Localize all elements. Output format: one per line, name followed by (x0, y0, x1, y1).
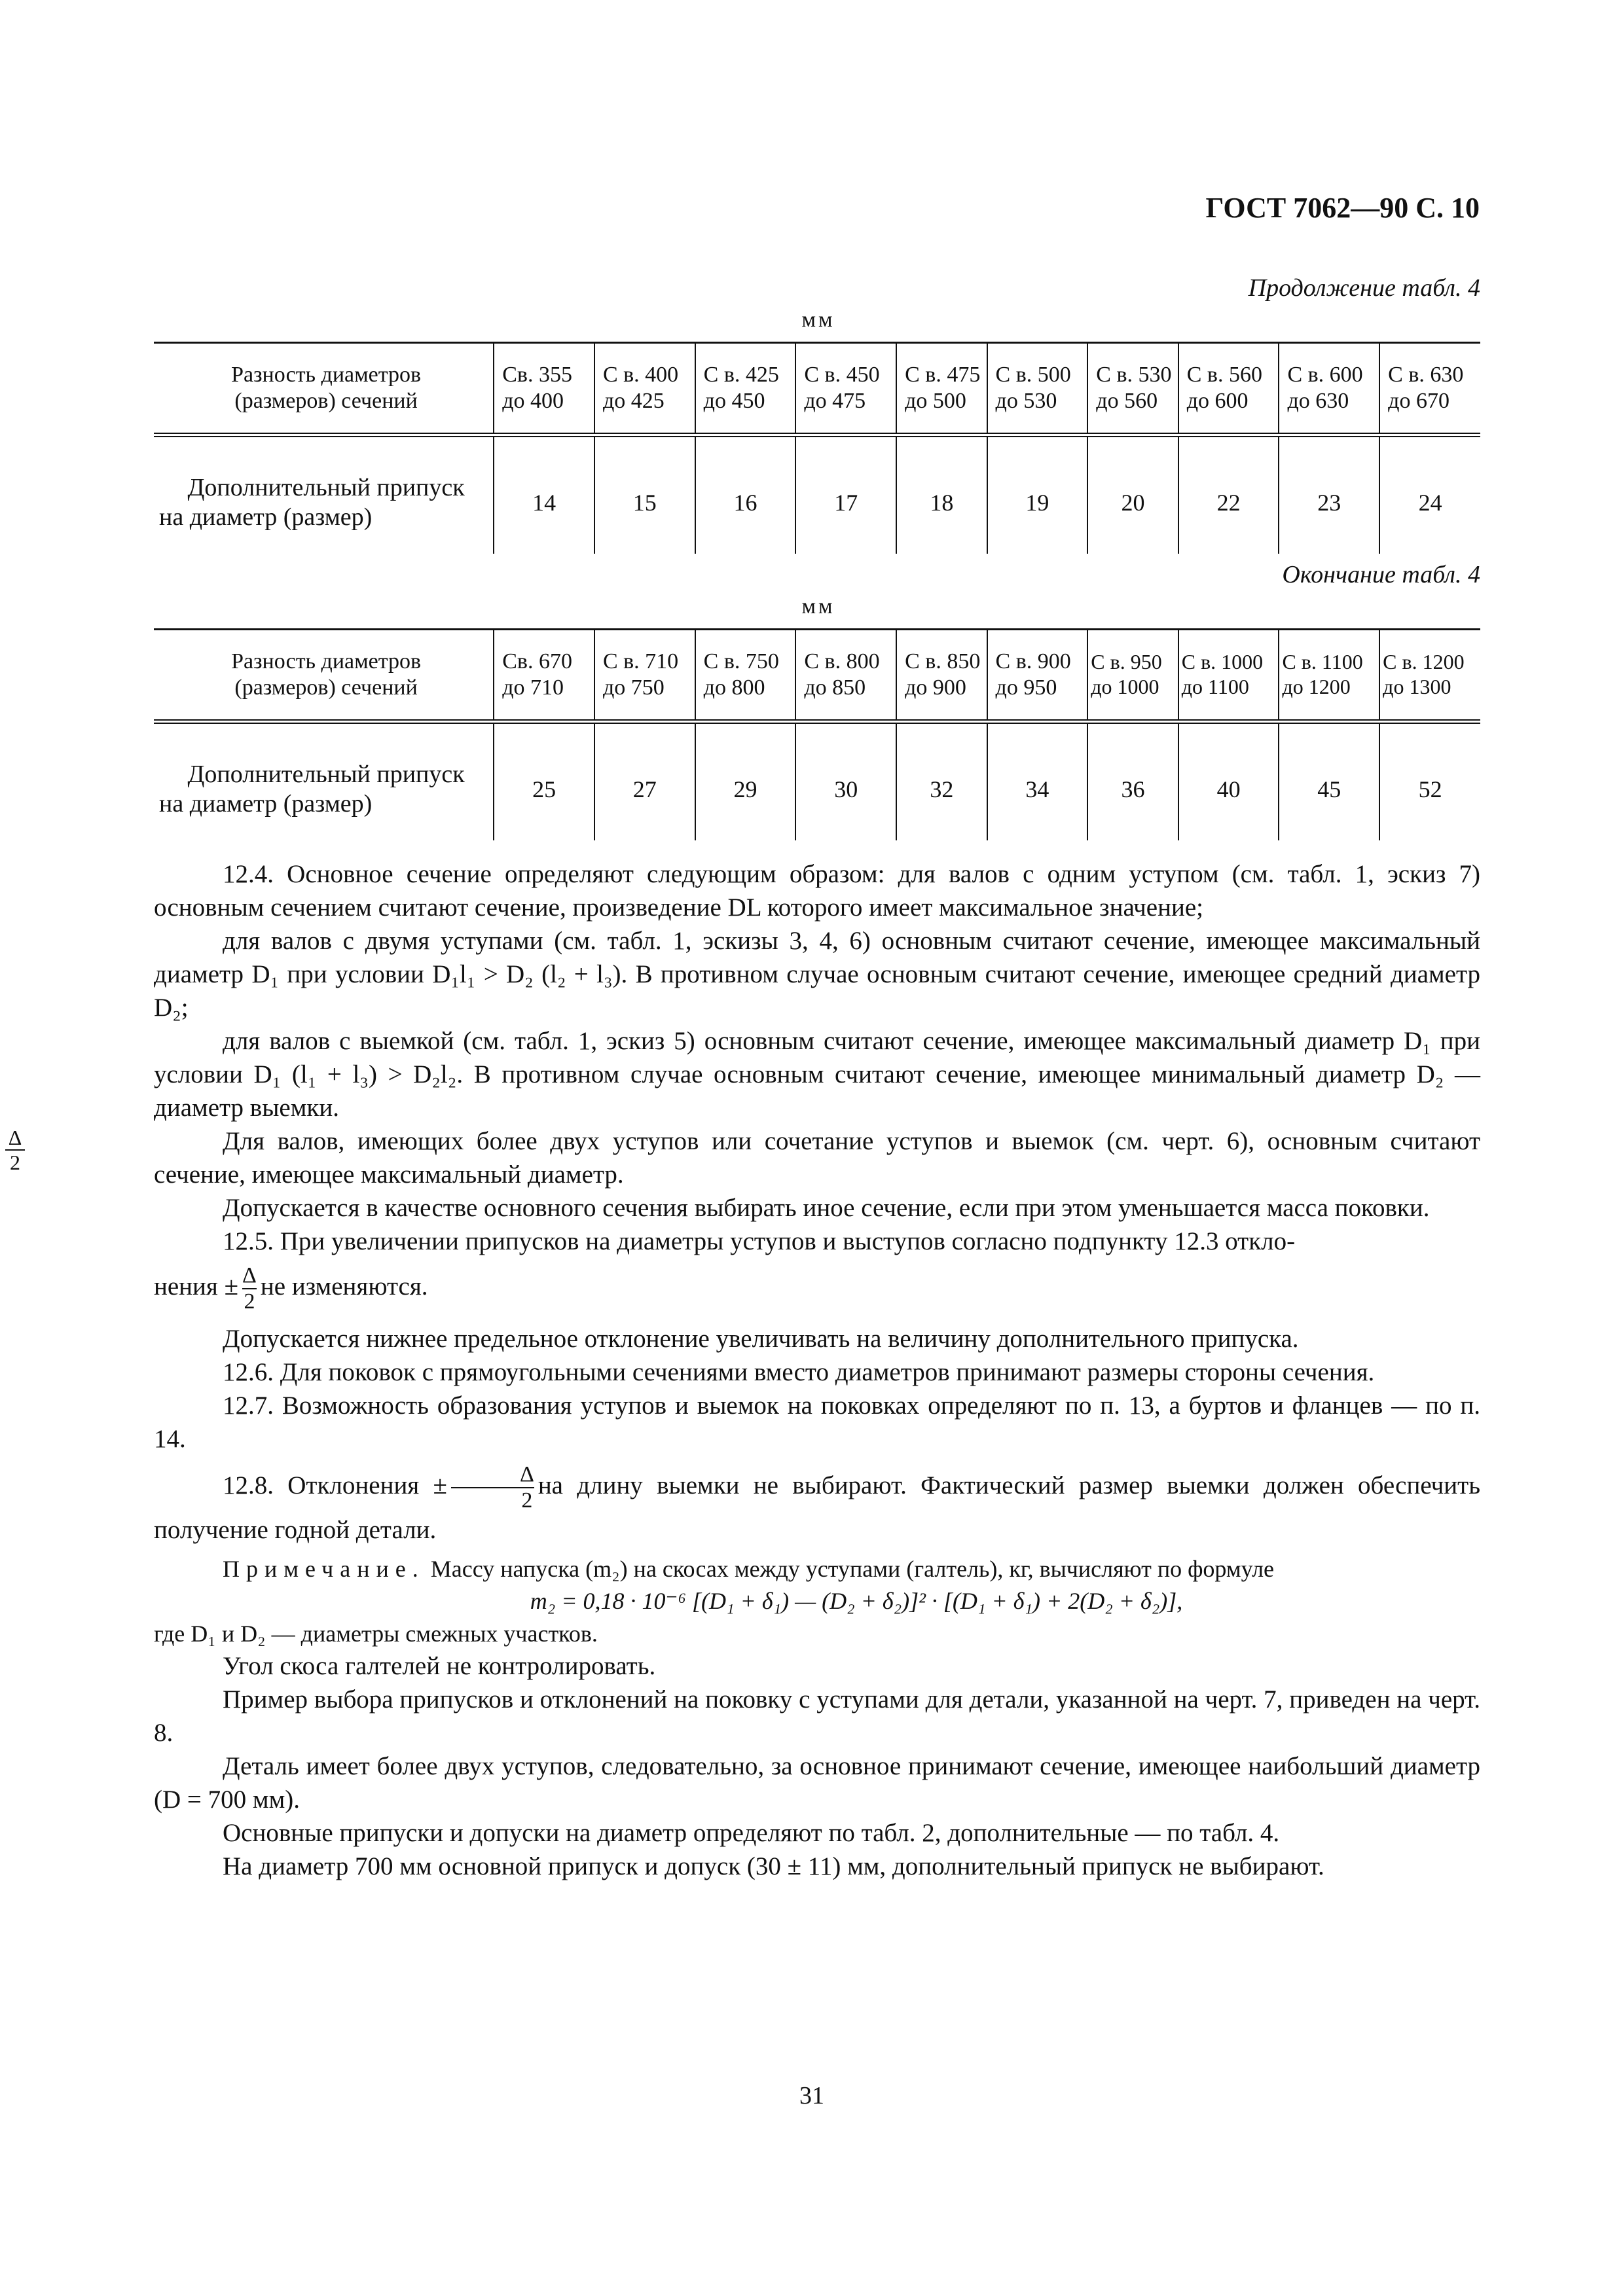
paragraph-detail: Деталь имеет более двух уступов, следовательно, за основное принимают сечение, имеющее наибольший диаметр (D = 700 мм). (154, 1752, 1480, 1814)
table-range-cell: С в. 450 до 475 (795, 343, 896, 435)
delta-half-fraction: $\frac{\Delta}{2}$ (451, 1462, 534, 1513)
table-range-cell: С в. 750 до 800 (695, 630, 796, 722)
table-range-cell: С в. 425 до 450 (695, 343, 796, 435)
table-range-cell: С в. 600 до 630 (1279, 343, 1379, 435)
table-range-cell: С в. 560 до 600 (1178, 343, 1279, 435)
paragraph-example: Пример выбора припусков и отклонений на поковку с уступами для детали, указанной на черт. 7, приведен на черт. 8. (154, 1685, 1480, 1747)
paragraph-allowances: Основные припуски и допуски на диаметр определяют по табл. 2, дополнительные — по табл. 4. (223, 1819, 1280, 1847)
table-value-cell: 23 (1279, 435, 1379, 554)
table-value-cell: 16 (695, 435, 796, 554)
table-row-label: Дополнительный припуск на диаметр (размер) (159, 474, 465, 531)
paragraph-12-6: 12.6. Для поковок с прямоугольными сечениями вместо диаметров принимают размеры стороны сечения. (223, 1358, 1375, 1386)
table-value-cell: 29 (695, 722, 796, 841)
paragraph-diameter-700: На диаметр 700 мм основной припуск и допуск (30 ± 11) мм, дополнительный припуск не выбирают. (223, 1852, 1324, 1880)
table-value-cell: 18 (896, 435, 987, 554)
page-number: 31 (799, 2082, 824, 2109)
table-value-cell: 14 (494, 435, 594, 554)
paragraph-alt-section: Допускается в качестве основного сечения выбирать иное сечение, если при этом уменьшается масса поковки. (223, 1194, 1430, 1222)
table-range-cell: С в. 1000 до 1100 (1178, 630, 1279, 722)
table-value-cell: 32 (896, 722, 987, 841)
table-value-cell: 19 (987, 435, 1088, 554)
table-value-cell: 25 (494, 722, 594, 841)
paragraph-12-8: 12.8. Отклонения ± $\frac{\Delta}{2}$ на длину выемки не выбирают. Фактический размер выемки должен обеспечить получение годной детали. (154, 1462, 1480, 1544)
paragraph-multi-steps: Для валов, имеющих более двух уступов или сочетание уступов и выемок (см. черт. 6), основным считают сечение, имеющее максимальный диаметр. (154, 1127, 1480, 1189)
paragraph-12-5: 12.5. При увеличении припусков на диаметры уступов и выступов согласно подпункту 12.3 откло- (223, 1227, 1296, 1255)
table-continuation-label: Продолжение табл. 4 (1248, 274, 1480, 302)
table-value-cell: 24 (1379, 435, 1480, 554)
table-value-cell: 45 (1279, 722, 1379, 841)
table-range-cell: С в. 475 до 500 (896, 343, 987, 435)
table-value-cell: 22 (1178, 435, 1279, 554)
table-range-cell: С в. 500 до 530 (987, 343, 1088, 435)
note-paragraph: Примечание. Массу напуска (m₂) на скосах между уступами (галтель), кг, вычисляют по формуле (223, 1556, 1275, 1582)
margin-delta-mark: Δ 2 (5, 1126, 25, 1174)
table-range-cell: С в. 710 до 750 (594, 630, 695, 722)
paragraph-recess: для валов с выемкой (см. табл. 1, эскиз 5) основным считают сечение, имеющее максимальный диаметр D₁ при условии D₁ (l₁ + l₃) > D₂l₂. В противном случае основным считают сечение, имеющее минимальный диаметр D₂ — диаметр выемки. (154, 1027, 1480, 1122)
formula-legend: где D₁ и D₂ — диаметры смежных участков. (154, 1621, 598, 1647)
table-value-cell: 34 (987, 722, 1088, 841)
table-ending-label: Окончание табл. 4 (1282, 561, 1480, 588)
fillet-mass-formula: m₂ = 0,18 · 10⁻⁶ [(D₁ + δ₁) — (D₂ + δ₂)]² · [(D₁ + δ₁) + 2(D₂ + δ₂)], (530, 1588, 1183, 1614)
paragraph-12-7: 12.7. Возможность образования уступов и выемок на поковках определяют по п. 13, а буртов и фланцев — по п. 14. (154, 1391, 1480, 1453)
table-4-part-2 (154, 628, 1480, 840)
table-value-cell: 30 (795, 722, 896, 841)
table-range-cell: Св. 670 до 710 (494, 630, 594, 722)
table-4-part-1 (154, 342, 1480, 554)
table-range-cell: С в. 1200 до 1300 (1379, 630, 1480, 722)
document-body (154, 857, 1480, 1883)
table-value-cell: 20 (1087, 435, 1178, 554)
table-value-cell: 36 (1087, 722, 1178, 841)
paragraph-two-steps: для валов с двумя уступами (см. табл. 1, эскизы 3, 4, 6) основным считают сечение, имеющее максимальный диаметр D₁ при условии D₁l₁ > D₂ (l₂ + l₃). В противном случае основным считают сечение, имеющее средний диаметр D₂; (154, 927, 1480, 1022)
paragraph-fillet-angle: Угол скоса галтелей не контролировать. (223, 1652, 656, 1680)
delta-half-fraction: $\frac{\Delta}{2}$ (242, 1263, 257, 1314)
table-range-cell: С в. 530 до 560 (1087, 343, 1178, 435)
table-unit-label: мм (801, 594, 835, 619)
table-header-label: Разность диаметров (размеров) сечений (154, 630, 494, 722)
table-value-cell: 40 (1178, 722, 1279, 841)
table-range-cell: С в. 630 до 670 (1379, 343, 1480, 435)
table-value-cell: 17 (795, 435, 896, 554)
table-range-cell: Св. 355 до 400 (494, 343, 594, 435)
paragraph-deviations: нения ± $\frac{\Delta}{2}$ не изменяются. (154, 1263, 428, 1314)
paragraph-lower-deviation: Допускается нижнее предельное отклонение увеличивать на величину дополнительного припуска. (223, 1325, 1299, 1353)
table-row-label: Дополнительный припуск на диаметр (размер) (159, 761, 465, 817)
document-header: ГОСТ 7062—90 С. 10 (1205, 192, 1480, 224)
table-range-cell: С в. 400 до 425 (594, 343, 695, 435)
paragraph-12-4: 12.4. Основное сечение определяют следующим образом: для валов с одним уступом (см. табл. 1, эскиз 7) основным сечением считают сечение, произведение DL которого имеет максимальное значение; (154, 860, 1480, 922)
table-range-cell: С в. 850 до 900 (896, 630, 987, 722)
table-value-cell: 52 (1379, 722, 1480, 841)
table-range-cell: С в. 1100 до 1200 (1279, 630, 1379, 722)
table-header-label: Разность диаметров (размеров) сечений (154, 343, 494, 435)
table-value-cell: 15 (594, 435, 695, 554)
table-unit-label: мм (801, 308, 835, 332)
table-range-cell: С в. 900 до 950 (987, 630, 1088, 722)
note-label: Примечание. (223, 1556, 425, 1582)
table-range-cell: С в. 950 до 1000 (1087, 630, 1178, 722)
table-range-cell: С в. 800 до 850 (795, 630, 896, 722)
table-value-cell: 27 (594, 722, 695, 841)
